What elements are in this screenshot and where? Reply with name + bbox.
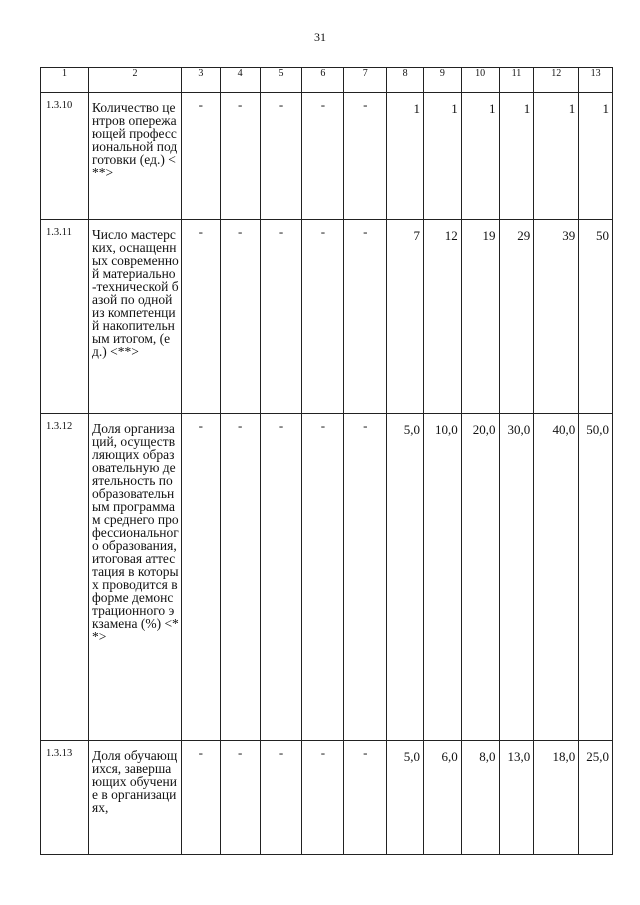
value-cell: 18,0	[534, 741, 579, 855]
dash-cell: -	[344, 741, 387, 855]
header-cell: 10	[461, 68, 499, 93]
dash-cell: -	[260, 93, 302, 220]
dash-cell: -	[220, 741, 260, 855]
value-cell: 25,0	[579, 741, 613, 855]
table-row	[41, 741, 613, 855]
table-row	[41, 414, 613, 741]
header-cell: 6	[302, 68, 344, 93]
dash-cell: -	[181, 414, 220, 741]
table-row	[41, 93, 613, 220]
dash-cell: -	[181, 220, 220, 414]
dash-cell: -	[220, 93, 260, 220]
row-number: 1.3.10	[41, 93, 89, 220]
header-cell: 8	[387, 68, 424, 93]
dash-cell: -	[260, 414, 302, 741]
dash-cell: -	[344, 93, 387, 220]
value-cell: 30,0	[499, 414, 534, 741]
table-header-row	[41, 68, 613, 93]
table-row	[41, 220, 613, 414]
value-cell: 5,0	[387, 414, 424, 741]
value-cell: 6,0	[423, 741, 461, 855]
indicator-table	[40, 67, 613, 855]
dash-cell: -	[302, 220, 344, 414]
dash-cell: -	[302, 741, 344, 855]
value-cell: 19	[461, 220, 499, 414]
value-cell: 1	[534, 93, 579, 220]
dash-cell: -	[302, 414, 344, 741]
indicator-name: Доля обучающихся, завершающих обучение в организациях,	[89, 741, 182, 855]
dash-cell: -	[344, 220, 387, 414]
header-cell: 9	[423, 68, 461, 93]
dash-cell: -	[181, 93, 220, 220]
header-cell: 13	[579, 68, 613, 93]
header-cell: 11	[499, 68, 534, 93]
dash-cell: -	[220, 220, 260, 414]
indicator-name: Количество центров опережающей профессиональной подготовки (ед.) <**>	[89, 93, 182, 220]
header-cell: 2	[89, 68, 182, 93]
value-cell: 29	[499, 220, 534, 414]
value-cell: 1	[423, 93, 461, 220]
indicator-name: Доля организаций, осуществляющих образовательную деятельность по образовательным программам среднего профессионального образования, итоговая аттестация в которых проводится в форме демонстрационного экзамена (%) <**>	[89, 414, 182, 741]
dash-cell: -	[220, 414, 260, 741]
value-cell: 5,0	[387, 741, 424, 855]
value-cell: 12	[423, 220, 461, 414]
row-number: 1.3.13	[41, 741, 89, 855]
value-cell: 1	[499, 93, 534, 220]
value-cell: 8,0	[461, 741, 499, 855]
header-cell: 1	[41, 68, 89, 93]
header-cell: 4	[220, 68, 260, 93]
value-cell: 50	[579, 220, 613, 414]
page-number: 31	[314, 30, 326, 44]
dash-cell: -	[344, 414, 387, 741]
row-number: 1.3.11	[41, 220, 89, 414]
dash-cell: -	[181, 741, 220, 855]
value-cell: 1	[387, 93, 424, 220]
dash-cell: -	[302, 93, 344, 220]
header-cell: 7	[344, 68, 387, 93]
value-cell: 13,0	[499, 741, 534, 855]
indicator-name: Число мастерских, оснащенных современной материально-технической базой по одной из компетенций накопительным итогом, (ед.) <**>	[89, 220, 182, 414]
value-cell: 10,0	[423, 414, 461, 741]
value-cell: 1	[579, 93, 613, 220]
row-number: 1.3.12	[41, 414, 89, 741]
header-cell: 5	[260, 68, 302, 93]
dash-cell: -	[260, 220, 302, 414]
value-cell: 7	[387, 220, 424, 414]
dash-cell: -	[260, 741, 302, 855]
value-cell: 39	[534, 220, 579, 414]
value-cell: 20,0	[461, 414, 499, 741]
value-cell: 1	[461, 93, 499, 220]
header-cell: 3	[181, 68, 220, 93]
value-cell: 50,0	[579, 414, 613, 741]
header-cell: 12	[534, 68, 579, 93]
value-cell: 40,0	[534, 414, 579, 741]
